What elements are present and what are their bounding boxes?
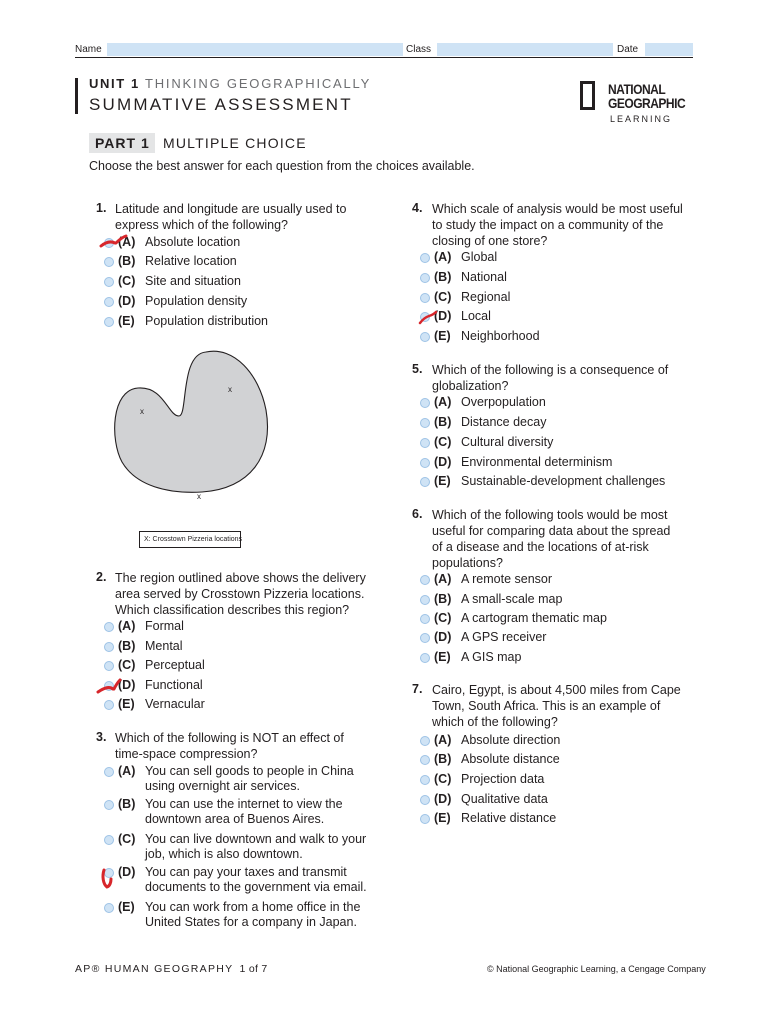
answer-mark-q3 [99, 867, 119, 891]
question-4-number: 4. [412, 201, 423, 215]
question-text-line: useful for comparing data about the spread [432, 524, 671, 538]
option-letter: (E) [118, 900, 135, 914]
option-text: Neighborhood [461, 329, 540, 343]
question-3-number: 3. [96, 730, 107, 744]
option-letter: (C) [118, 274, 136, 288]
question-2-number: 2. [96, 570, 107, 584]
question-4-text [432, 201, 683, 249]
question-text-line: to study the impact on a community of the [432, 218, 664, 232]
question-6-number: 6. [412, 507, 423, 521]
question-text-line: Which of the following tools would be most [432, 508, 668, 522]
question-text-line: Which classification describes this region? [115, 603, 350, 617]
unit-title: THINKING GEOGRAPHICALLY [145, 76, 372, 91]
option-text: A remote sensor [461, 572, 553, 586]
option-letter: (C) [434, 772, 452, 786]
radio-button[interactable] [420, 575, 430, 585]
question-7-text [432, 682, 681, 730]
option-letter: (C) [118, 832, 136, 846]
question-text-line: Cairo, Egypt, is about 4,500 miles from Cape [432, 683, 681, 697]
option-letter: (B) [434, 270, 452, 284]
radio-button[interactable] [104, 661, 114, 671]
radio-button[interactable] [420, 814, 430, 824]
option-text-line: You can pay your taxes and transmit [145, 865, 347, 879]
date-label: Date [617, 44, 639, 55]
option-text: Sustainable-development challenges [461, 474, 666, 488]
question-3-text [115, 730, 344, 762]
question-text-line: Which scale of analysis would be most useful [432, 202, 683, 216]
radio-button[interactable] [420, 795, 430, 805]
answer-mark-q1 [98, 233, 132, 251]
unit-number: UNIT 1 [89, 76, 140, 91]
option-text: Global [461, 250, 498, 264]
pizzeria-marker: x [228, 385, 232, 394]
option-text-line: You can work from a home office in the [145, 900, 361, 914]
option-letter: (E) [434, 650, 451, 664]
course-name: AP® HUMAN GEOGRAPHY [75, 963, 234, 975]
radio-button[interactable] [104, 903, 114, 913]
radio-button[interactable] [420, 418, 430, 428]
date-field[interactable] [645, 43, 693, 56]
question-text-line: Town, South Africa. This is an example of [432, 699, 661, 713]
radio-button[interactable] [420, 775, 430, 785]
option-text: Cultural diversity [461, 435, 554, 449]
map-legend: X: Crosstown Pizzeria locations [139, 531, 241, 548]
option-text-line: You can use the internet to view the [145, 797, 343, 811]
question-text-line: Latitude and longitude are usually used to [115, 202, 347, 216]
option-text: A GPS receiver [461, 630, 547, 644]
instructions: Choose the best answer for each question from the choices available. [89, 159, 475, 173]
question-text-line: time-space compression? [115, 747, 258, 761]
radio-button[interactable] [420, 332, 430, 342]
option-letter: (A) [434, 733, 452, 747]
option-letter: (D) [118, 678, 136, 692]
region-shape [115, 351, 268, 492]
class-field[interactable] [437, 43, 613, 56]
national-geographic-logo-icon [580, 81, 595, 110]
option-letter: (E) [118, 314, 135, 328]
radio-button[interactable] [104, 767, 114, 777]
part-label: PART 1 [95, 135, 150, 151]
question-text-line: populations? [432, 556, 503, 570]
option-letter: (C) [434, 611, 452, 625]
option-letter: (A) [434, 250, 452, 264]
radio-button[interactable] [420, 398, 430, 408]
footer-course [75, 963, 268, 975]
option-text [145, 832, 366, 862]
question-text-line: Which of the following is NOT an effect of [115, 731, 344, 745]
radio-button[interactable] [104, 622, 114, 632]
option-text-line: You can live downtown and walk to your [145, 832, 367, 846]
question-7-number: 7. [412, 682, 423, 696]
option-text [145, 900, 360, 930]
answer-mark-q2 [95, 678, 123, 696]
header-rule [75, 57, 693, 58]
option-text: Formal [145, 619, 184, 633]
option-text: Regional [461, 290, 511, 304]
option-letter: (D) [434, 792, 452, 806]
option-letter: (B) [118, 639, 136, 653]
option-text: Overpopulation [461, 395, 546, 409]
option-letter: (D) [118, 294, 136, 308]
question-text-line: globalization? [432, 379, 509, 393]
option-letter: (E) [434, 329, 451, 343]
question-text-line: area served by Crosstown Pizzeria locations. [115, 587, 365, 601]
option-letter: (A) [434, 572, 452, 586]
page-number: 1 of 7 [239, 963, 268, 975]
pizzeria-marker: x [140, 407, 144, 416]
question-2-text [115, 570, 366, 618]
option-letter: (B) [434, 415, 452, 429]
option-text-line: job, which is also downtown. [145, 847, 303, 861]
option-text [145, 865, 367, 895]
question-5-text [432, 362, 668, 394]
name-field[interactable] [107, 43, 403, 56]
option-text: Vernacular [145, 697, 205, 711]
option-letter: (A) [118, 764, 136, 778]
option-letter: (D) [434, 309, 452, 323]
assessment-title: SUMMATIVE ASSESSMENT [89, 95, 353, 114]
radio-button[interactable] [420, 595, 430, 605]
option-letter: (A) [118, 235, 136, 249]
option-text: Perceptual [145, 658, 205, 672]
delivery-region-map [108, 340, 278, 500]
option-letter: (B) [434, 752, 452, 766]
unit-heading [89, 76, 371, 91]
footer-copyright: © National Geographic Learning, a Cengage Company [487, 964, 706, 974]
radio-button[interactable] [420, 653, 430, 663]
option-letter: (D) [434, 630, 452, 644]
option-text: Environmental determinism [461, 455, 613, 469]
option-text-line: You can sell goods to people in China [145, 764, 354, 778]
option-text: Functional [145, 678, 203, 692]
option-text: Absolute direction [461, 733, 561, 747]
option-text: Mental [145, 639, 183, 653]
option-letter: (E) [118, 697, 135, 711]
option-letter: (C) [118, 658, 136, 672]
class-label: Class [406, 44, 432, 55]
name-label: Name [75, 44, 102, 55]
option-text: National [461, 270, 507, 284]
option-text: Absolute distance [461, 752, 560, 766]
radio-button[interactable] [420, 273, 430, 283]
logo-line-3: LEARNING [610, 114, 673, 124]
question-text-line: closing of one store? [432, 234, 548, 248]
radio-button[interactable] [420, 614, 430, 624]
option-letter: (B) [118, 254, 136, 268]
option-letter: (E) [434, 811, 451, 825]
question-1-text [115, 201, 346, 233]
option-letter: (C) [434, 290, 452, 304]
radio-button[interactable] [420, 477, 430, 487]
option-text-line: using overnight air services. [145, 779, 300, 793]
question-text-line: of a disease and the locations of at-risk [432, 540, 649, 554]
option-letter: (A) [118, 619, 136, 633]
option-letter: (C) [434, 435, 452, 449]
option-text: Qualitative data [461, 792, 548, 806]
option-text: Population density [145, 294, 248, 308]
radio-button[interactable] [104, 257, 114, 267]
question-6-text [432, 507, 670, 571]
option-letter: (E) [434, 474, 451, 488]
option-text: A cartogram thematic map [461, 611, 607, 625]
option-text: A GIS map [461, 650, 522, 664]
option-text: A small-scale map [461, 592, 563, 606]
option-letter: (A) [434, 395, 452, 409]
radio-button[interactable] [104, 317, 114, 327]
option-text-line: United States for a company in Japan. [145, 915, 357, 929]
option-letter: (D) [118, 865, 136, 879]
option-text-line: documents to the government via email. [145, 880, 367, 894]
logo-line-2: GEOGRAPHIC [608, 95, 686, 111]
option-text: Projection data [461, 772, 545, 786]
option-text: Local [461, 309, 491, 323]
radio-button[interactable] [104, 835, 114, 845]
radio-button[interactable] [420, 253, 430, 263]
option-text: Relative distance [461, 811, 557, 825]
option-letter: (B) [118, 797, 136, 811]
answer-mark-q4 [417, 309, 439, 327]
radio-button[interactable] [420, 736, 430, 746]
option-text: Population distribution [145, 314, 268, 328]
pizzeria-marker: x [197, 492, 201, 500]
question-text-line: which of the following? [432, 715, 558, 729]
question-5-number: 5. [412, 362, 423, 376]
option-text-line: downtown area of Buenos Aires. [145, 812, 325, 826]
radio-button[interactable] [420, 755, 430, 765]
option-letter: (B) [434, 592, 452, 606]
option-text: Relative location [145, 254, 237, 268]
radio-button[interactable] [104, 700, 114, 710]
option-text [145, 797, 343, 827]
radio-button[interactable] [104, 277, 114, 287]
question-text-line: Which of the following is a consequence of [432, 363, 669, 377]
radio-button[interactable] [420, 458, 430, 468]
radio-button[interactable] [104, 642, 114, 652]
part-title: MULTIPLE CHOICE [163, 135, 307, 151]
radio-button[interactable] [420, 293, 430, 303]
question-text-line: The region outlined above shows the delivery [115, 571, 366, 585]
radio-button[interactable] [420, 633, 430, 643]
question-1-number: 1. [96, 201, 107, 215]
option-text: Absolute location [145, 235, 241, 249]
radio-button[interactable] [104, 297, 114, 307]
option-letter: (D) [434, 455, 452, 469]
radio-button[interactable] [104, 800, 114, 810]
question-text-line: express which of the following? [115, 218, 289, 232]
radio-button[interactable] [420, 438, 430, 448]
title-bar [75, 78, 78, 114]
logo-line-1: NATIONAL [608, 81, 666, 97]
option-text: Distance decay [461, 415, 547, 429]
option-text: Site and situation [145, 274, 241, 288]
option-text [145, 764, 354, 794]
